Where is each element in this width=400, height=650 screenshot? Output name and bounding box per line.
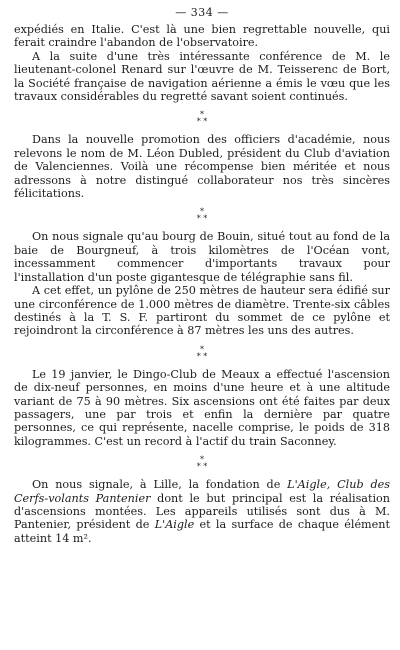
paragraph-bouin: On nous signale qu'au bourg de Bouin, situé tout au fond de la baie de Bourgneuf, à trois kilomètres de l'Océan vont, incessamment commencer d'importants travaux pour l'installation d'un poste gigantesque de télégraphie sans fil.	[14, 230, 390, 284]
club-name-short: L'Aigle	[154, 518, 195, 532]
club-name: L'Aigle, Club des Cerfs-volants Pantenier	[14, 478, 390, 505]
paragraph-dubled: Dans la nouvelle promotion des officiers d'académie, nous relevons le nom de M. Léon Dubled, président du Club d'aviation de Valenciennes. Voilà une récompense bien méritée et nous adressons à notre distingué collaborateur nos très sincères félicitations.	[14, 133, 390, 201]
document-page	[14, 6, 390, 646]
paragraph-observatoire-end: expédiés en Italie. C'est là une bien regrettable nouvelle, qui ferait craindre l'abandon de l'observatoire.	[14, 23, 390, 50]
section-separator: * * *	[196, 455, 208, 472]
paragraph-aigle-club: On nous signale, à Lille, la fondation de L'Aigle, Club des Cerfs-volants Pantenier dont le but principal est la réalisation d'ascensions montées. Les appareils utilisés sont dus à M. Pantenier, président de L'Aigle et la surface de chaque élément atteint 14 m².	[14, 478, 390, 545]
section-separator: * * *	[196, 110, 208, 127]
section-separator: * * *	[196, 344, 208, 361]
paragraph-dingo-club: Le 19 janvier, le Dingo-Club de Meaux a effectué l'ascension de dix-neuf personnes, en moins d'une heure et à une altitude variant de 75 à 90 mètres. Six ascensions ont été faites par deux passagers, une par trois et enfin la dernière par quatre personnes, ce qui représente, nacelle comprise, le poids de 318 kilogrammes. C'est un record à l'actif du train Saconney.	[14, 367, 390, 448]
paragraph-pylone: A cet effet, un pylône de 250 mètres de hauteur sera édifié sur une circonférence de 1.000 mètres de diamètre. Trente-six câbles destinés à la T. S. F. partiront du sommet de ce pylône et rejoindront la circonférence à 87 mètres les uns des autres.	[14, 284, 390, 338]
section-separator: * * *	[196, 207, 208, 224]
paragraph-teisserenc: A la suite d'une très intéressante conférence de M. le lieutenant-colonel Renard sur l'œuvre de M. Teisserenc de Bort, la Société française de navigation aérienne a émis le vœu que les travaux considérables du regretté savant soient continués.	[14, 49, 390, 104]
page-number: — 334 —	[175, 6, 229, 19]
